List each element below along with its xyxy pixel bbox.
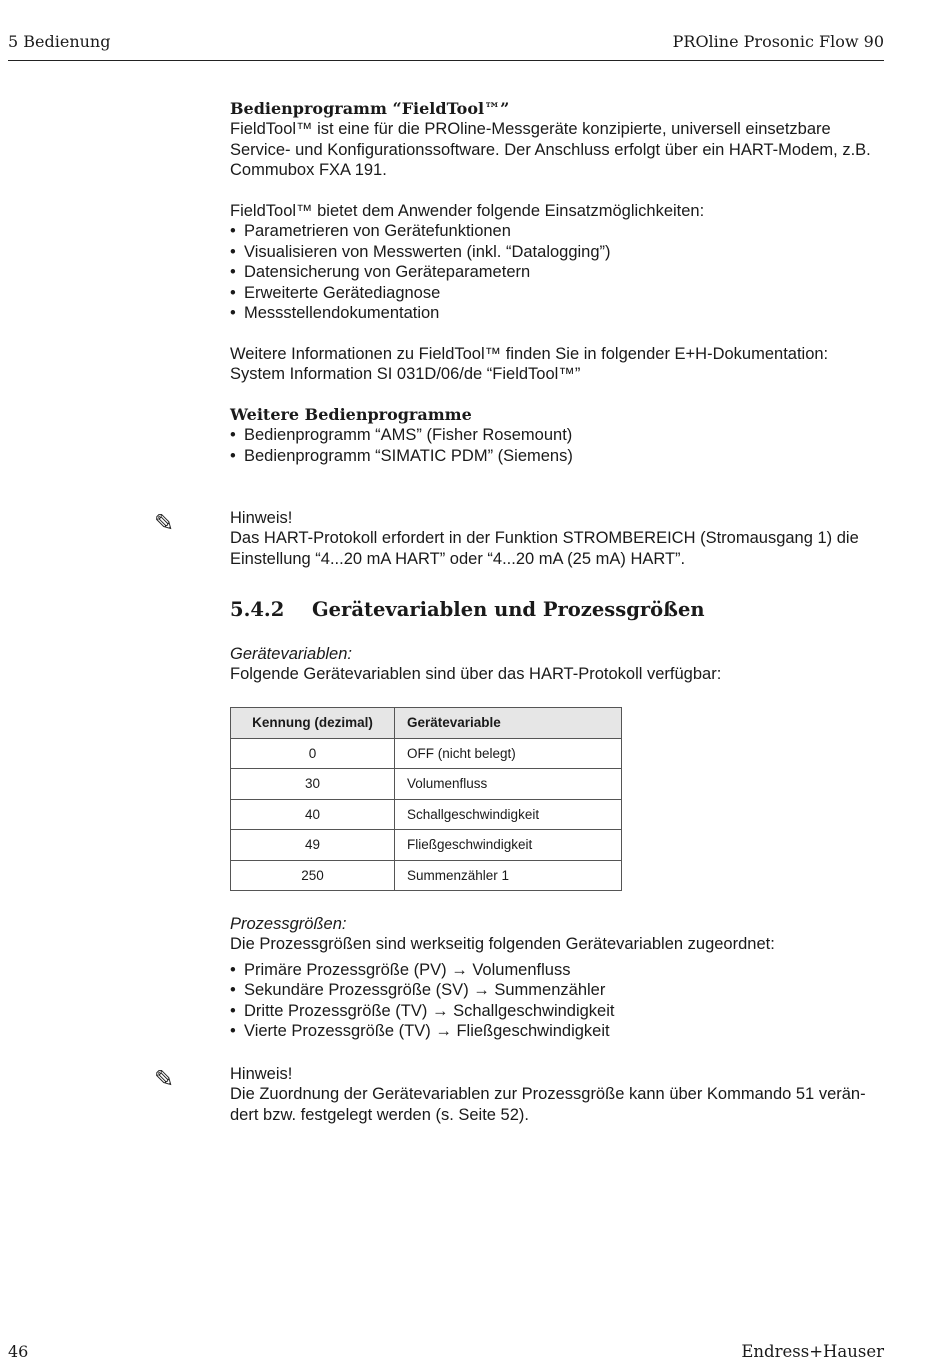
note-block bbox=[230, 508, 890, 569]
device-vars-label: Gerätevariablen: bbox=[230, 645, 352, 663]
note-title: Hinweis! bbox=[230, 509, 293, 527]
brand-logo: Endress+Hauser bbox=[741, 1342, 884, 1361]
list-item: • Bedienprogramm “AMS” (Fisher Rosemount) bbox=[230, 426, 573, 445]
list-item: • Messstellendokumentation bbox=[230, 304, 440, 323]
list-item: • Vierte Prozessgröße (TV) → Fließgeschwindigkeit bbox=[230, 1022, 610, 1041]
note-line: Einstellung “4...20 mA HART” oder “4...20 mA (25 mA) HART”. bbox=[230, 549, 686, 568]
list-item: • Primäre Prozessgröße (PV) → Volumenfluss bbox=[230, 960, 571, 979]
arrow-right-icon: → bbox=[473, 981, 490, 1000]
fieldtool-block bbox=[230, 99, 890, 466]
table-header-row bbox=[231, 708, 622, 739]
fieldtool-features-list bbox=[230, 221, 890, 323]
note-block bbox=[230, 1064, 890, 1125]
list-item: • Erweiterte Gerätediagnose bbox=[230, 283, 441, 302]
table-row bbox=[231, 738, 622, 769]
list-item: • Visualisieren von Messwerten (inkl. “Datalogging”) bbox=[230, 242, 611, 261]
header-divider bbox=[8, 60, 884, 61]
table-row bbox=[231, 860, 622, 891]
table-cell: Fließgeschwindigkeit bbox=[395, 830, 622, 861]
device-variables-table bbox=[230, 707, 622, 891]
device-vars-intro: Folgende Gerätevariablen sind über das HART-Protokoll verfügbar: bbox=[230, 665, 722, 684]
arrow-right-icon: → bbox=[451, 960, 468, 979]
list-item: • Datensicherung von Geräteparametern bbox=[230, 263, 531, 282]
table-cell: OFF (nicht belegt) bbox=[395, 738, 622, 769]
page-number: 46 bbox=[8, 1342, 29, 1361]
fieldtool-intro-line: Commubox FXA 191. bbox=[230, 161, 387, 180]
table-cell: Schallgeschwindigkeit bbox=[395, 799, 622, 830]
header-section-label: 5 Bedienung bbox=[8, 32, 111, 51]
table-cell: 0 bbox=[231, 738, 395, 769]
process-vars-block bbox=[230, 914, 890, 1041]
pencil-icon: ✎ bbox=[154, 1067, 175, 1093]
other-programs-list bbox=[230, 425, 890, 466]
table-cell: 250 bbox=[231, 860, 395, 891]
table-cell: 40 bbox=[231, 799, 395, 830]
arrow-right-icon: → bbox=[435, 1022, 452, 1041]
list-item: • Sekundäre Prozessgröße (SV) → Summenzähler bbox=[230, 981, 606, 1000]
pencil-icon: ✎ bbox=[154, 511, 175, 537]
note-line: Das HART-Protokoll erfordert in der Funktion STROMBEREICH (Stromausgang 1) die bbox=[230, 529, 859, 548]
note-line: Die Zuordnung der Gerätevariablen zur Prozessgröße kann über Kommando 51 verän- bbox=[230, 1085, 866, 1104]
note-line: dert bzw. festgelegt werden (s. Seite 52). bbox=[230, 1105, 529, 1124]
arrow-right-icon: → bbox=[431, 1001, 449, 1020]
fieldtool-heading: Bedienprogramm “FieldTool™” bbox=[230, 99, 510, 118]
table-header-cell: Kennung (dezimal) bbox=[231, 708, 395, 739]
section-number: 5.4.2 bbox=[230, 598, 285, 621]
fieldtool-intro-line: FieldTool™ ist eine für die PROline-Messgeräte konzipierte, universell einsetzbare bbox=[230, 120, 831, 139]
header-product-name: PROline Prosonic Flow 90 bbox=[672, 32, 884, 51]
note-title: Hinweis! bbox=[230, 1065, 293, 1083]
list-item: • Parametrieren von Gerätefunktionen bbox=[230, 222, 511, 241]
process-vars-intro: Die Prozessgrößen sind werkseitig folgenden Gerätevariablen zugeordnet: bbox=[230, 935, 775, 954]
table-cell: Summenzähler 1 bbox=[395, 860, 622, 891]
other-programs-heading: Weitere Bedienprogramme bbox=[230, 405, 472, 425]
list-item: • Bedienprogramm “SIMATIC PDM” (Siemens) bbox=[230, 446, 573, 465]
table-row bbox=[231, 769, 622, 800]
table-cell: 30 bbox=[231, 769, 395, 800]
table-row bbox=[231, 830, 622, 861]
fieldtool-more-info-line: System Information SI 031D/06/de “FieldTool™” bbox=[230, 365, 581, 384]
fieldtool-intro-line: Service- und Konfigurationssoftware. Der Anschluss erfolgt über ein HART-Modem, z.B. bbox=[230, 140, 871, 159]
fieldtool-features-intro: FieldTool™ bietet dem Anwender folgende Einsatzmöglichkeiten: bbox=[230, 202, 705, 221]
list-item: • Dritte Prozessgröße (TV) → Schallgeschwindigkeit bbox=[230, 1001, 615, 1020]
table-cell: 49 bbox=[231, 830, 395, 861]
device-vars-intro-block bbox=[230, 644, 890, 685]
table-header-cell: Gerätevariable bbox=[395, 708, 622, 739]
process-vars-label: Prozessgrößen: bbox=[230, 915, 347, 933]
section-title: Gerätevariablen und Prozessgrößen bbox=[312, 598, 705, 621]
table-cell: Volumenfluss bbox=[395, 769, 622, 800]
fieldtool-more-info-line: Weitere Informationen zu FieldTool™ finden Sie in folgender E+H-Dokumentation: bbox=[230, 344, 829, 363]
section-heading bbox=[230, 598, 705, 621]
process-vars-list bbox=[230, 960, 890, 1042]
table-row bbox=[231, 799, 622, 830]
